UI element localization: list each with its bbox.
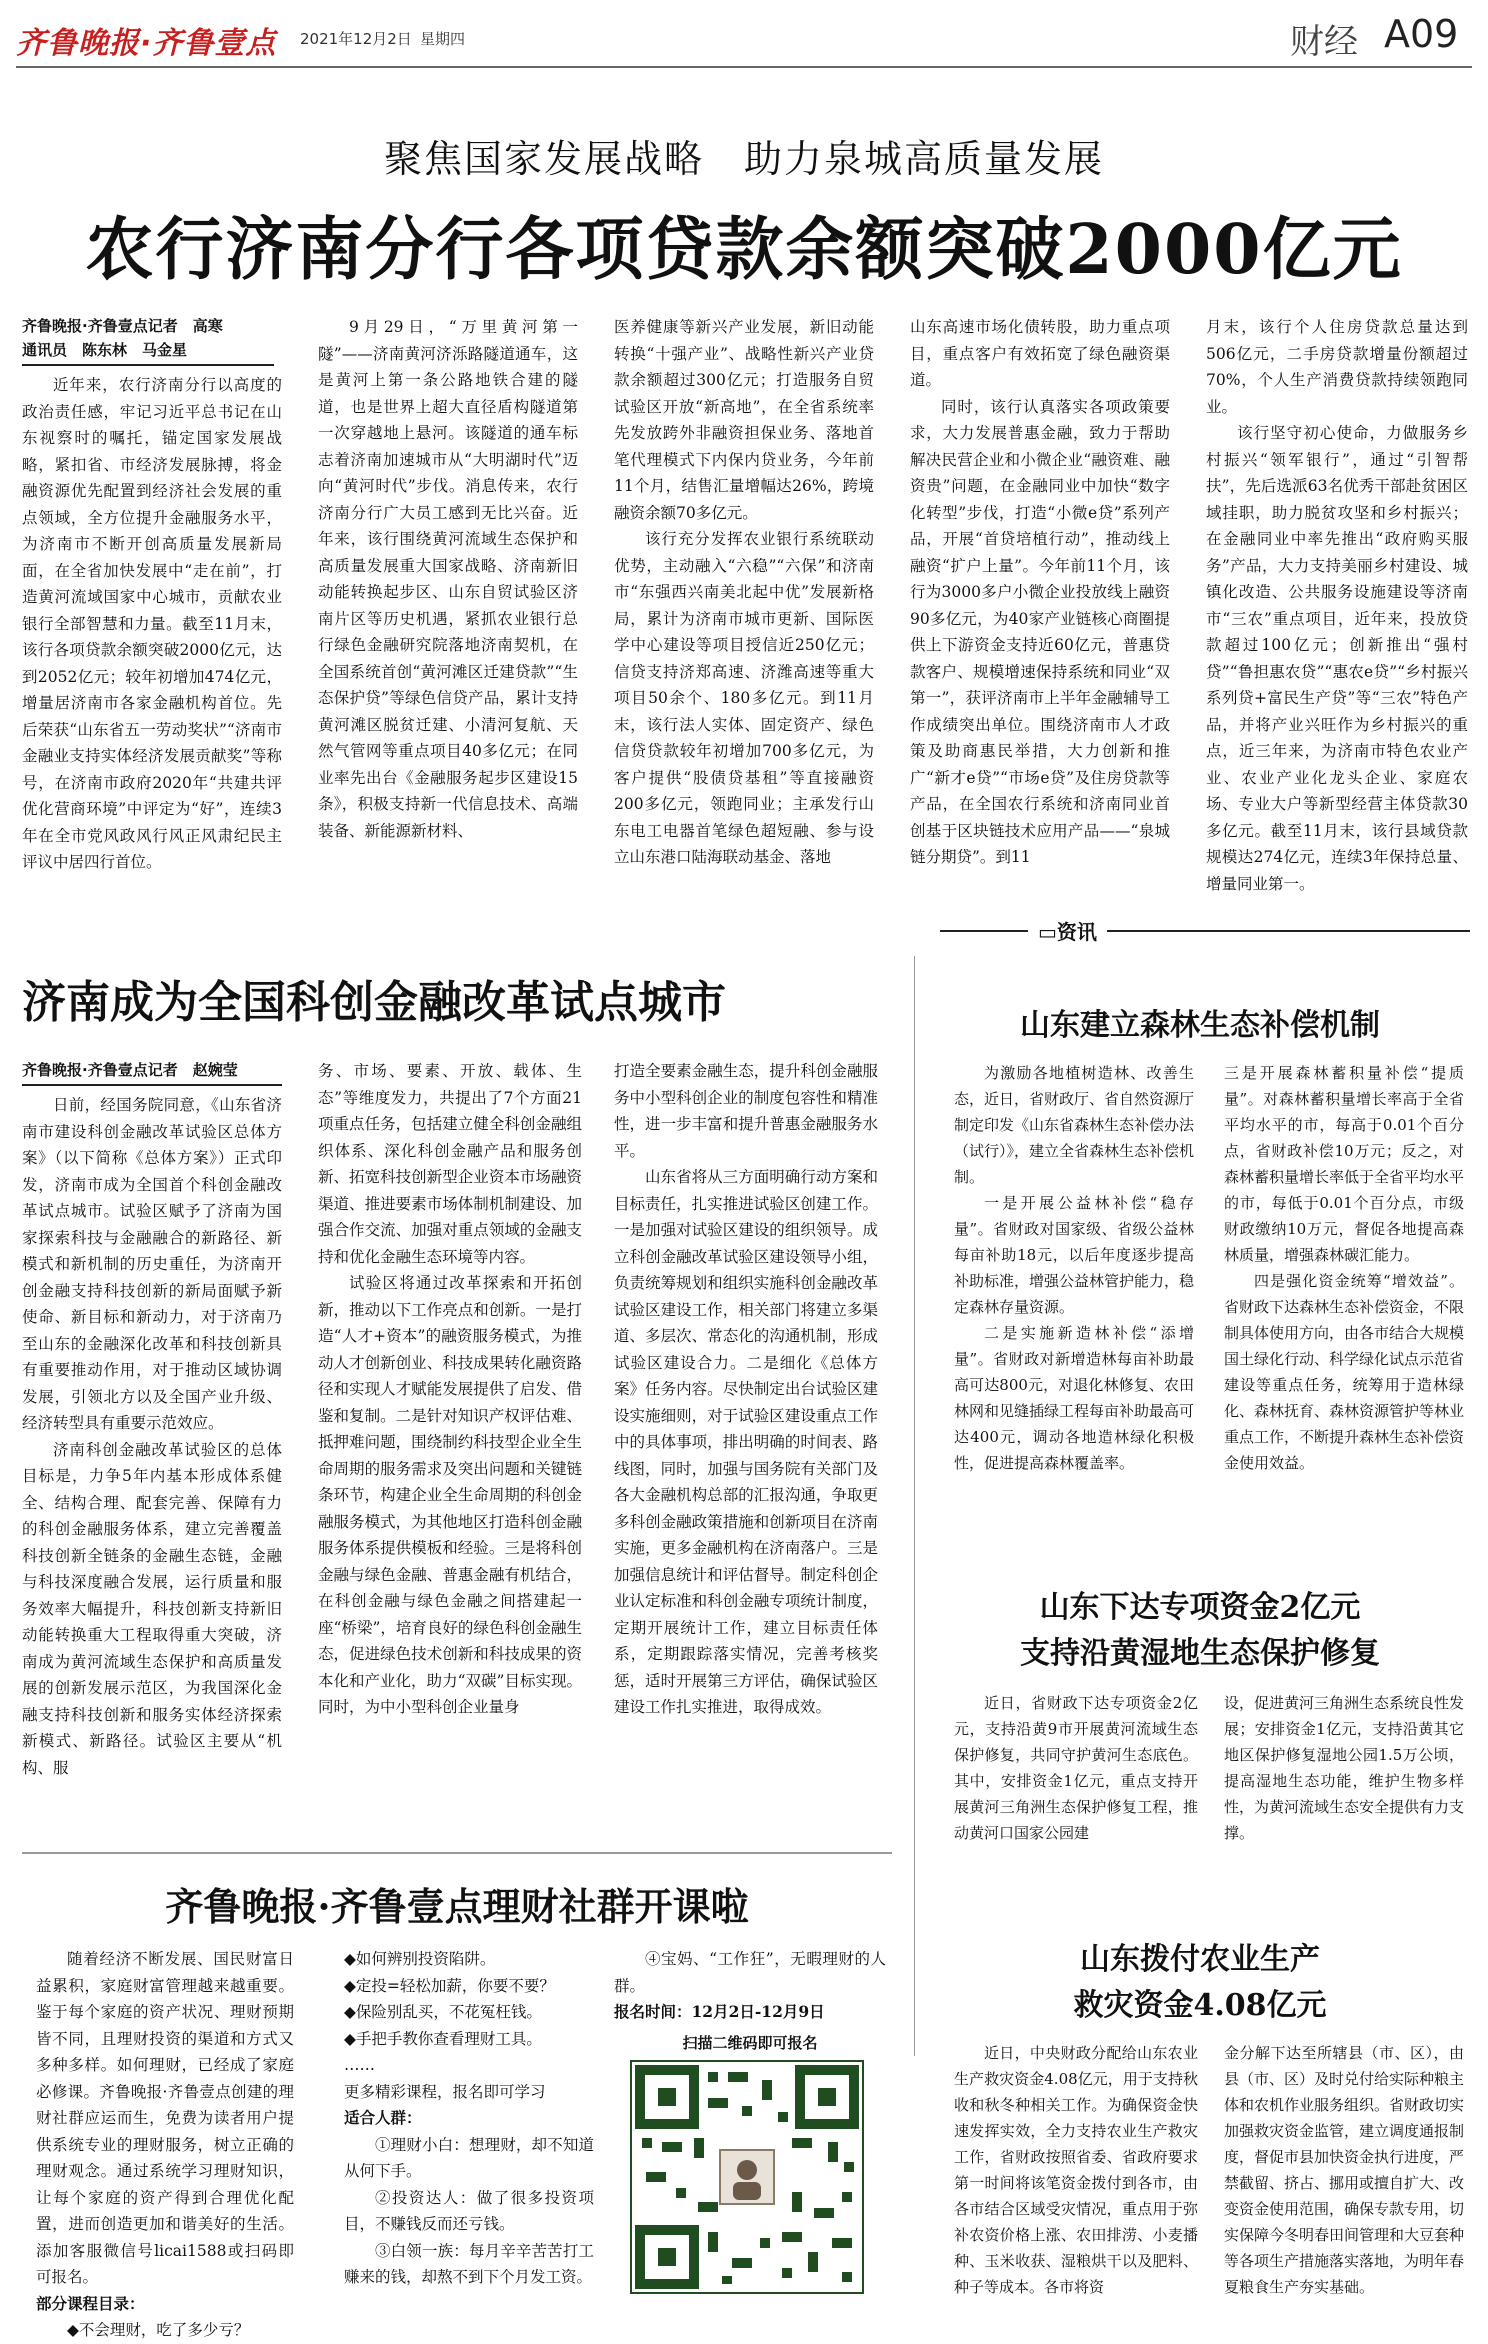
main-kicker: 聚焦国家发展战略 助力泉城高质量发展 bbox=[383, 137, 1104, 181]
lesson-item: ◆手把手教你查看理财工具。 bbox=[344, 2029, 542, 2048]
brief1-headline: 山东建立森林生态补偿机制 bbox=[1020, 1008, 1380, 1043]
paragraph: 济南科创金融改革试验区的总体目标是，力争5年内基本形成体系健全、结构合理、配套完善、保障有力的科创金融服务体系，建立完善覆盖科技创新全链条的金融生态链，金融与科技深度融合发展，运行质量和服务效率大幅提升，科技创新支持新旧动能转换重大工程取得重大突破，济南成为黄河流域生态保护和高质量发展的创新发展示范区，为我国深化金融支持科技创新和服务实体经济探索新模式、新路径。试验区主要从“机构、服 bbox=[22, 1440, 282, 1777]
brief2-headline-line1: 山东下达专项资金2亿元 bbox=[1039, 1590, 1361, 1625]
lesson-item: ◆保险别乱买，不花冤枉钱。 bbox=[344, 2003, 542, 2021]
story3-col-3 bbox=[614, 1946, 886, 2046]
qr-code-icon bbox=[632, 2062, 862, 2292]
section-name: 财经 bbox=[1290, 22, 1358, 62]
audience-item: ④宝妈、“工作狂”，无暇理财的人群。 bbox=[614, 1950, 886, 1995]
brief1-col-2 bbox=[1224, 1060, 1464, 1548]
paragraph: 设，促进黄河三角洲生态系统良性发展；安排资金1亿元，支持沿黄其它地区保护修复湿地公园1.5万公顷，提高湿地生态功能，维护生物多样性，为黄河流域生态安全提供有力支撑。 bbox=[1224, 1694, 1465, 1842]
page-number: A09 bbox=[1384, 12, 1459, 56]
brief2-col-1 bbox=[954, 1690, 1198, 1910]
main-byline: 齐鲁晚报·齐鲁壹点记者 高寒 通讯员 陈东林 马金星 bbox=[22, 317, 223, 359]
lesson-item: ◆如何辨别投资陷阱。 bbox=[344, 1950, 496, 1968]
story2-col-1 bbox=[22, 1092, 282, 1822]
signup-line bbox=[614, 1999, 886, 2026]
paragraph: 金分解下达至所辖县（市、区），由县（市、区）及时兑付给实际种粮主体和农机作业服务组织。省财政切实加强救灾资金监管，建立调度通报制度，督促市县加快资金执行进度，严禁截留、挤占、挪用或擅自扩大、改变资金使用范围，确保专款专用，切实保障今冬明春田间管理和大豆套种等各项生产措施落实落地，为明年春夏粮食生产夯实基础。 bbox=[1224, 2044, 1465, 2296]
audience-item: ①理财小白：想理财，却不知道从何下手。 bbox=[344, 2135, 594, 2180]
left-right-divider bbox=[914, 956, 915, 2056]
paragraph: 月末，该行个人住房贷款总量达到506亿元，二手房贷款增量份额超过70%，个人生产消费贷款持续领跑同业。 bbox=[1206, 318, 1468, 416]
signup-qr-code[interactable] bbox=[630, 2060, 864, 2294]
brief2-headline-line2: 支持沿黄湿地生态保护修复 bbox=[1020, 1636, 1380, 1671]
paragraph: 山东高速市场化债转股，助力重点项目，重点客户有效拓宽了绿色融资渠道。 bbox=[910, 318, 1170, 389]
brief-label-rule bbox=[940, 930, 1470, 932]
main-col-2 bbox=[318, 314, 578, 842]
paragraph: 医养健康等新兴产业发展，新旧动能转换“十强产业”、战略性新兴产业贷款余额超过300亿元；打造服务自贸试验区开放“新高地”，在全省系统率先发放跨外非融资担保业务、落地首笔代理模式下内保内贷业务，今年前11个月，结售汇量增幅达26%，跨境融资余额70多亿元。 bbox=[614, 318, 874, 522]
qr-caption: 扫描二维码即可报名 bbox=[682, 2034, 818, 2052]
paragraph: 务、市场、要素、开放、载体、生态”等维度发力，共提出了7个方面21项重点任务，包括建立健全科创金融组织体系、深化科创金融产品和服务创新、拓宽科技创新型企业资本市场融资渠道、推进要素市场体制机制建设、加强合作交流、加强对重点领域的金融支持和优化金融生态环境等内容。 bbox=[318, 1062, 582, 1266]
story2-byline: 齐鲁晚报·齐鲁壹点记者 赵婉莹 bbox=[22, 1061, 238, 1079]
brief3-col-1 bbox=[954, 2040, 1198, 2328]
story2-byline-rule bbox=[22, 1084, 282, 1086]
main-col-4 bbox=[910, 314, 1170, 866]
paragraph: 该行坚守初心使命，力做服务乡村振兴“领军银行”，通过“引智帮扶”，先后选派63名优秀干部赴贫困区域挂职，助力脱贫攻坚和乡村振兴；在金融同业中率先推出“政府购买服务”产品，大力支持美丽乡村建设、城镇化改造、公共服务设施建设等济南市“三农”重点项目，近年来，投放贷款超过100亿元；创新推出“强村贷”“鲁担惠农贷”“惠农e贷”“乡村振兴系列贷+富民生产贷”等“三农”特色产品，并将产业兴旺作为乡村振兴的重点，近三年来，为济南市特色农业产业、农业产业化龙头企业、家庭农场、专业大户等新型经营主体贷款30多亿元。截至11月末，该行县域贷款规模达274亿元，连续3年保持总量、增量同业第一。 bbox=[1206, 424, 1468, 893]
main-headline: 农行济南分行各项贷款余额突破2000亿元 bbox=[85, 210, 1403, 290]
news-icon: ▭ bbox=[1038, 920, 1057, 944]
audience-item: ③白领一族：每月辛辛苦苦打工赚来的钱，却熬不到下个月发工资。 bbox=[344, 2241, 594, 2286]
lessons-label: 部分课程目录： bbox=[36, 2293, 145, 2313]
signup-time: 12月2日-12月9日 bbox=[691, 2002, 825, 2021]
story2-col-3 bbox=[614, 1058, 878, 1822]
main-col-3 bbox=[614, 314, 874, 866]
signup-label: 报名时间： bbox=[614, 2002, 692, 2021]
paragraph: 山东省将从三方面明确行动方案和目标责任，扎实推进试验区创建工作。一是加强对试验区建设的组织领导。成立科创金融改革试验区建设领导小组，负责统筹规划和组织实施科创金融改革试验区建设工作，相关部门将建立多渠道、多层次、常态化的沟通机制，形成试验区建设合力。二是细化《总体方案》任务内容。尽快制定出台试验区建设实施细则，对于试验区建设重点工作中的具体事项，排出明确的时间表、路线图，同时，加强与国务院有关部门及各大金融机构总部的汇报沟通，争取更多科创金融政策措施和创新项目在济南实施，更多金融机构在济南落户。三是加强信息统计和评估督导。制定科创企业认定标准和科创金融专项统计制度，定期开展统计工作，建立目标责任体系，定期跟踪落实情况，完善考核奖惩，适时开展第三方评估，确保试验区建设工作扎实推进，取得成效。 bbox=[614, 1168, 878, 1716]
paragraph: 二是实施新造林补偿“添增量”。省财政对新增造林每亩补助最高可达800元，对退化林修复、农田林网和见缝插绿工程每亩补助最高可达400元，调动各地造林绿化积极性，促进提高森林覆盖率。 bbox=[954, 1324, 1195, 1472]
story2-headline: 济南成为全国科创金融改革试点城市 bbox=[22, 977, 726, 1028]
paragraph: 打造全要素金融生态，提升科创金融服务中小型科创企业的制度包容性和精准性，进一步丰富和提升普惠金融服务水平。 bbox=[614, 1062, 878, 1160]
brief3-col-2 bbox=[1224, 2040, 1464, 2328]
paragraph: 一是开展公益林补偿“稳存量”。省财政对国家级、省级公益林每亩补助18元，以后年度逐步提高补助标准，增强公益林管护能力，稳定森林存量资源。 bbox=[954, 1194, 1195, 1316]
paragraph: 近日，中央财政分配给山东农业生产救灾资金4.08亿元，用于支持秋收和秋冬种相关工作。为确保资金快速发挥实效，全力支持农业生产救灾工作，省财政按照省委、省政府要求第一时间将该笔资金拨付到各市，由各市结合区域受灾情况，重点用于弥补农资价格上涨、农田排涝、小麦播种、玉米收获、湿粮烘干以及肥料、种子等成本。各市将资 bbox=[954, 2044, 1198, 2296]
paragraph: 日前，经国务院同意，《山东省济南市建设科创金融改革试验区总体方案》（以下简称《总体方案》）正式印发，济南市成为全国首个科创金融改革试点城市。试验区赋予了济南为国家探索科技与金融融合的新路径、新模式和新机制的历史重任，为济南开创金融支持科技创新的新局面赋予新使命、新目标和新动力，对于济南乃至山东的金融深化改革和科技创新具有重要推动作用，对于推动区域协调发展，引领北方以及全国产业升级、经济转型具有重要示范效应。 bbox=[22, 1096, 282, 1432]
brief1-col-1 bbox=[954, 1060, 1194, 1548]
issue-date: 2021年12月2日 bbox=[300, 30, 412, 48]
paragraph: 该行充分发挥农业银行系统联动优势，主动融入“六稳”“六保”和济南市“东强西兴南美北起中优”发展新格局，累计为济南市城市更新、国际医学中心建设等项目授信近250亿元；信贷支持济郑高速、济潍高速等重大项目50余个、180多亿元。到11月末，该行法人实体、固定资产、绿色信贷贷款较年初增加700多亿元，为客户提供“股债贷基租”等直接融资200多亿元，领跑同业；主承发行山东电工电器首笔绿色超短融、参与设立山东港口陆海联动基金、落地 bbox=[614, 530, 874, 866]
paragraph: 近日，省财政下达专项资金2亿元，支持沿黄9市开展黄河流域生态保护修复，共同守护黄河生态底色。其中，安排资金1亿元，重点支持开展黄河三角洲生态保护修复工程，推动黄河口国家公园建 bbox=[954, 1694, 1198, 1842]
masthead-logo: 齐鲁晚报·齐鲁壹点 bbox=[16, 26, 277, 61]
lesson-item: ◆定投=轻松加薪，你要不要？ bbox=[344, 1976, 555, 1995]
paragraph: 三是开展森林蓄积量补偿“提质量”。对森林蓄积量增长率高于全省平均水平的市，每高于0.01个百分点，省财政补偿10万元；反之，对森林蓄积量增长率低于全省平均水平的市，每低于0.01个百分点，市级财政缴纳10万元，督促各地提高森林质量，增强森林碳汇能力。 bbox=[1224, 1064, 1465, 1264]
lesson-item: ◆不会理财，吃了多少亏？ bbox=[67, 2321, 250, 2339]
paragraph: 为激励各地植树造林、改善生态，近日，省财政厅、省自然资源厅制定印发《山东省森林生态补偿办法（试行）》，建立全省森林生态补偿机制。 bbox=[954, 1064, 1195, 1186]
audience-item: ②投资达人：做了很多投资项目，不赚钱反而还亏钱。 bbox=[344, 2188, 594, 2233]
paragraph: 近年来，农行济南分行以高度的政治责任感，牢记习近平总书记在山东视察时的嘱托，锚定国家发展战略，紧扣省、市经济发展脉搏，将金融资源优先配置到经济社会发展的重点领域，全方位提升金融服务水平，为济南市不断开创高质量发展新局面，在全省加快发展中“走在前”，打造黄河流域国家中心城市，贡献农业银行全部智慧和力量。截至11月末，该行各项贷款余额突破2000亿元，达到2052亿元；较年初增加474亿元，增量居济南市各家金融机构首位。先后荣获“山东省五一劳动奖状”“济南市金融业支持实体经济发展贡献奖”等称号，在济南市政府2020年“共建共评优化营商环境”中评定为“好”，连续3年在全市党风政风行风正风肃纪民主评议中居四行首位。 bbox=[22, 376, 282, 871]
masthead bbox=[0, 0, 1488, 68]
story3-top-rule bbox=[22, 1852, 892, 1854]
main-col-1 bbox=[22, 372, 282, 871]
brief3-headline-line2: 救灾资金4.08亿元 bbox=[1073, 1988, 1327, 2023]
story3-headline: 齐鲁晚报·齐鲁壹点理财社群开课啦 bbox=[165, 1884, 749, 1929]
news-brief-label: ▭资讯 bbox=[1028, 914, 1107, 947]
lesson-item: …… bbox=[344, 2056, 375, 2074]
masthead-rule bbox=[16, 66, 1472, 68]
main-col-5 bbox=[1206, 314, 1468, 893]
issue-weekday: 星期四 bbox=[420, 30, 466, 48]
paragraph: 随着经济不断发展、国民财富日益累积，家庭财富管理越来越重要。鉴于每个家庭的资产状况、理财预期皆不同，且理财投资的渠道和方式又多种多样。如何理财，已经成了家庭必修课。齐鲁晚报·齐鲁壹点创建的理财社群应运而生，免费为读者用户提供系统专业的理财服务，树立正确的理财观念。通过系统学习理财知识，让每个家庭的资产得到合理优化配置，进而创造更加和谐美好的生活。添加客服微信号licai1588或扫码即可报名。 bbox=[36, 1950, 294, 2286]
story2-col-2 bbox=[318, 1058, 582, 1822]
story3-col-2 bbox=[344, 1946, 594, 2328]
paragraph: 同时，该行认真落实各项政策要求，大力发展普惠金融，致力于帮助解决民营企业和小微企业“融资难、融资贵”问题，在金融同业中加快“数字化转型”步伐，打造“小微e贷”系列产品，开展“首贷培植行动”，推动线上融资“扩户上量”。今年前11个月，该行为3000多户小微企业投放线上融资90多亿元，为40家产业链核心商圈提供上下游资金支持近60亿元，普惠贷款客户、规模增速保持系统和同业“双第一”，获评济南市上半年金融辅导工作成绩突出单位。围绕济南市人才政策及助商惠民举措，大力创新和推广“新才e贷”“市场e贷”及住房贷款等产品，在全国农行系统和济南同业首创基于区块链技术应用产品——“泉城链分期贷”。到11 bbox=[910, 397, 1170, 866]
brief2-col-2 bbox=[1224, 1690, 1464, 1910]
story3-col-1 bbox=[36, 1946, 294, 2339]
paragraph: 试验区将通过改革探索和开拓创新，推动以下工作亮点和创新。一是打造“人才+资本”的融资服务模式，为推动人才创新创业、科技成果转化融资路径和实现人才赋能发展提供了启发、借鉴和复制。二是针对知识产权评估难、抵押难问题，围绕制约科技型企业全生命周期的服务需求及突出问题和关键链条环节，构建企业全生命周期的科创金融服务模式，为其他地区打造科创金融服务体系提供模板和经验。三是将科创金融与绿色金融、普惠金融有机结合，在科创金融与绿色金融之间搭建起一座“桥梁”，培育良好的绿色科创金融生态，促进绿色技术创新和科技成果的资本化和产业化，助力“双碳”目标实现。同时，为中小型科创企业量身 bbox=[318, 1274, 582, 1716]
main-byline-rule bbox=[22, 364, 274, 366]
paragraph: 四是强化资金统筹“增效益”。省财政下达森林生态补偿资金，不限制具体使用方向，由各市结合大规模国土绿化行动、科学绿化试点示范省建设等重点任务，统筹用于造林绿化、森林抚育、森林资源管护等林业重点工作，不断提升森林生态补偿资金使用效益。 bbox=[1224, 1272, 1465, 1472]
audience-label: 适合人群： bbox=[344, 2108, 422, 2127]
more-courses-note: 更多精彩课程，报名即可学习 bbox=[344, 2082, 546, 2101]
brief3-headline-line1: 山东拨付农业生产 bbox=[1080, 1942, 1320, 1977]
paragraph: 9月29日，“万里黄河第一隧”——济南黄河济泺路隧道通车，这是黄河上第一条公路地铁合建的隧道，也是世界上超大直径盾构隧道第一次穿越地上悬河。该隧道的通车标志着济南加速城市从“大明湖时代”迈向“黄河时代”步伐。消息传来，农行济南分行广大员工感到无比兴奋。近年来，该行围绕黄河流域生态保护和高质量发展重大国家战略、济南新旧动能转换起步区、山东自贸试验区济南片区等历史机遇，紧抓农业银行总行绿色金融研究院落地济南契机，在全国系统首创“黄河滩区迁建贷款”“生态保护贷”等绿色信贷产品，累计支持黄河滩区脱贫迁建、小清河复航、天然气管网等重点项目40多亿元；在同业率先出台《金融服务起步区建设15条》，积极支持新一代信息技术、高端装备、新能源新材料、 bbox=[318, 318, 578, 840]
